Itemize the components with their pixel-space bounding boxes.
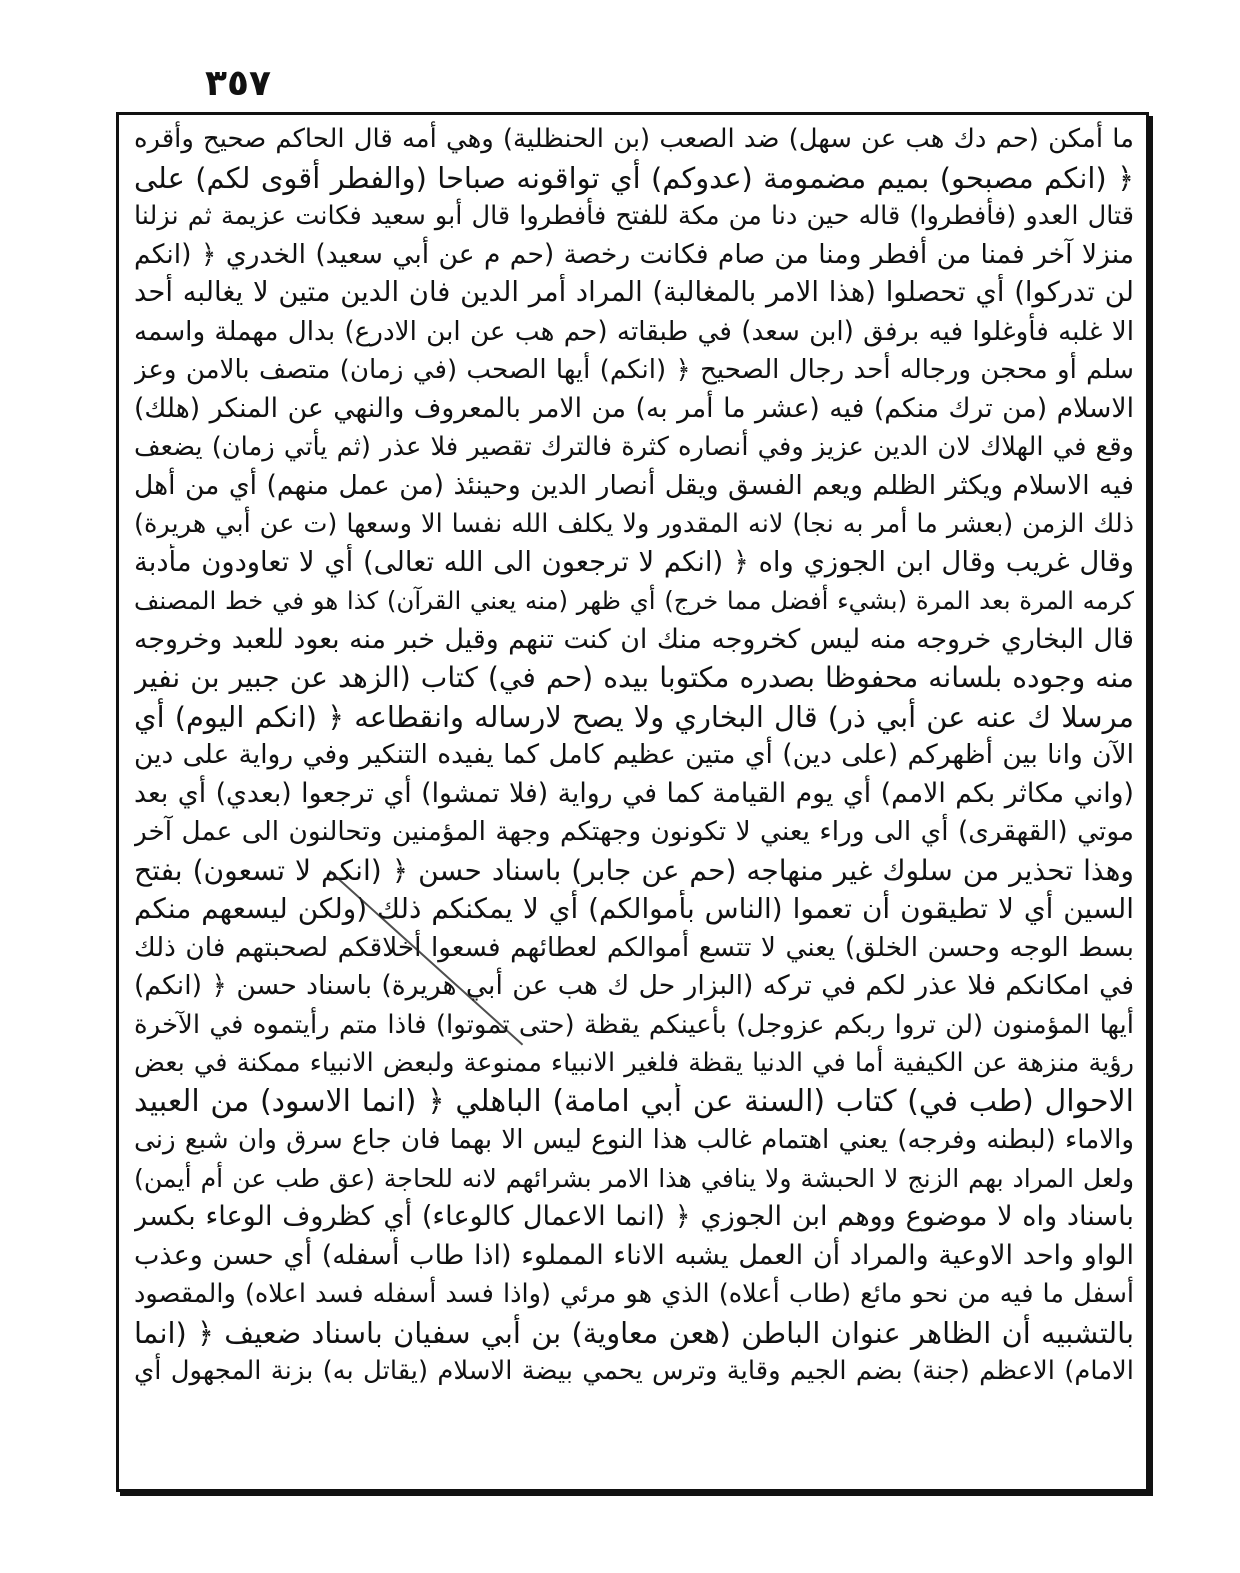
text-line: في امكانكم فلا عذر لكم في تركه (البزار حل ك هب عن أبي هريرة) باسناد حسن ﴿ (انكم)	[134, 970, 1134, 1001]
text-line: بسط الوجه وحسن الخلق) يعني لا تتسع أموالكم لعطائهم فسعوا أخلاقكم لصحبتهم فان ذلك	[134, 932, 1134, 963]
text-line: لن تدركوا) أي تحصلوا (هذا الامر بالمغالبة) المراد أمر الدين فان الدين متين لا يغالبه أحد	[134, 277, 1134, 308]
text-line: ما أمكن (حم دك هب عن سهل) ضد الصعب (بن الحنظلية) وهي أمه قال الحاكم صحيح وأقره	[134, 124, 1134, 154]
text-line: قال البخاري خروجه منه ليس كخروجه منك ان كنت تنهم وقيل خبر منه بعود للعبد وخروجه	[134, 623, 1134, 655]
text-line: السين أي لا تطيقون أن تعموا (الناس بأموالكم) أي لا يمكنكم ذلك (ولكن ليسعهم منكم	[134, 892, 1134, 925]
text-line: الآن وانا بين أظهركم (على دين) أي متين عظيم كامل كما يفيده التنكير وفي رواية على دين	[134, 739, 1134, 770]
text-line: مرسلا ك عنه عن أبي ذر) قال البخاري ولا يصح لارساله وانقطاعه ﴿ (انكم اليوم) أي	[134, 699, 1134, 734]
text-line: موتي (القهقرى) أي الى وراء يعني لا تكونون وجهتكم وجهة المؤمنين وتحالنون الى عمل آخر	[134, 817, 1134, 847]
text-line: ذلك الزمن (بعشر ما أمر به نجا) لانه المقدور ولا يكلف الله نفسا الا وسعها (ت عن أبي هريرة)	[134, 509, 1134, 539]
text-line: والاماء (لبطنه وفرجه) يعني اهتمام غالب هذا النوع ليس الا بهما فان جاع سرق وان شبع زنى	[134, 1125, 1134, 1155]
text-line: الاحوال (طب في) كتاب (السنة عن أبي امامة) الباهلي ﴿ (انما الاسود) من العبيد	[134, 1083, 1134, 1119]
text-line: أيها المؤمنون (لن تروا ربكم عزوجل) بأعينكم يقظة (حتى تموتوا) فاذا متم رأيتموه في الآخرة	[134, 1009, 1134, 1040]
text-line: وقع في الهلاك لان الدين عزيز وفي أنصاره كثرة فالترك تقصير فلا عذر (ثم يأتي زمان) يضعف	[134, 432, 1134, 462]
text-line: كرمه المرة بعد المرة (بشيء أفضل مما خرج) أي ظهر (منه يعني القرآن) كذا هو في خط المصنف	[134, 586, 1134, 615]
text-line: الا غلبه فأوغلوا فيه برفق (ابن سعد) في طبقاته (حم هب عن ابن الادرع) بدال مهملة واسمه	[134, 316, 1134, 347]
text-line: أسفل ما فيه من نحو مائع (طاب أعلاه) الذي هو مرئي (واذا فسد أسفله فسد اعلاه) والمقصود	[134, 1279, 1134, 1309]
text-line: منزلا آخر فمنا من أفطر ومنا من صام فكانت رخصة (حم م عن أبي سعيد) الخدري ﴿ (انكم	[134, 238, 1134, 270]
text-line: فيه الاسلام ويكثر الظلم ويعم الفسق ويقل أنصار الدين وحينئذ (من عمل منهم) أي من أهل	[134, 469, 1134, 501]
text-body	[134, 120, 1134, 1485]
text-line: الاسلام (من ترك منكم) فيه (عشر ما أمر به) من الامر بالمعروف والنهي عن المنكر (هلك)	[134, 392, 1134, 424]
text-line: ولعل المراد بهم الزنج لا الحبشة ولا ينافي هذا الامر بشرائهم لانه للحاجة (عق طب عن أم أيمن)	[134, 1163, 1134, 1193]
text-line: سلم أو محجن ورجاله أحد رجال الصحيح ﴿ (انكم) أيها الصحب (في زمان) متصف بالامن وعز	[134, 355, 1134, 385]
text-line: قتال العدو (فأفطروا) قاله حين دنا من مكة للفتح فأفطروا قال أبو سعيد فكانت عزيمة ثم نزلنا	[134, 201, 1134, 231]
text-line: وقال غريب وقال ابن الجوزي واه ﴿ (انكم لا ترجعون الى الله تعالى) أي لا تعاودون مأدبة	[134, 546, 1134, 578]
text-line: منه وجوده بلسانه محفوظا بصدره مكتوبا بيده (حم في) كتاب (الزهد عن جبير بن نفير	[134, 661, 1134, 694]
text-line: وهذا تحذير من سلوك غير منهاجه (حم عن جابر) باسناد حسن ﴿ (انكم لا تسعون) بفتح	[134, 853, 1134, 887]
text-line: ﴿ (انكم مصبحو) بميم مضمومة (عدوكم) أي تواقونه صباحا (والفطر أقوى لكم) على	[134, 160, 1134, 195]
text-line: بالتشبيه أن الظاهر عنوان الباطن (هعن معاوية) بن أبي سفيان باسناد ضعيف ﴿ (انما	[134, 1315, 1134, 1350]
page-number: ٣٥٧	[205, 63, 271, 104]
text-line: باسناد واه لا موضوع ووهم ابن الجوزي ﴿ (انما الاعمال كالوعاء) أي كظروف الوعاء بكسر	[134, 1201, 1134, 1232]
text-line: (واني مكاثر بكم الامم) أي يوم القيامة كما في رواية (فلا تمشوا) أي ترجعوا (بعدي) أي بعد	[134, 777, 1134, 809]
text-line: الامام) الاعظم (جنة) بضم الجيم وقاية وترس يحمي بيضة الاسلام (يقاتل به) بزنة المجهول أي	[134, 1356, 1134, 1386]
text-line: الواو واحد الاوعية والمراد أن العمل يشبه الاناء المملوء (اذا طاب أسفله) أي حسن وعذب	[134, 1239, 1134, 1271]
text-line: رؤية منزهة عن الكيفية أما في الدنيا يقظة فلغير الانبياء ممنوعة ولبعض الانبياء ممكنة في بعض	[134, 1048, 1134, 1078]
